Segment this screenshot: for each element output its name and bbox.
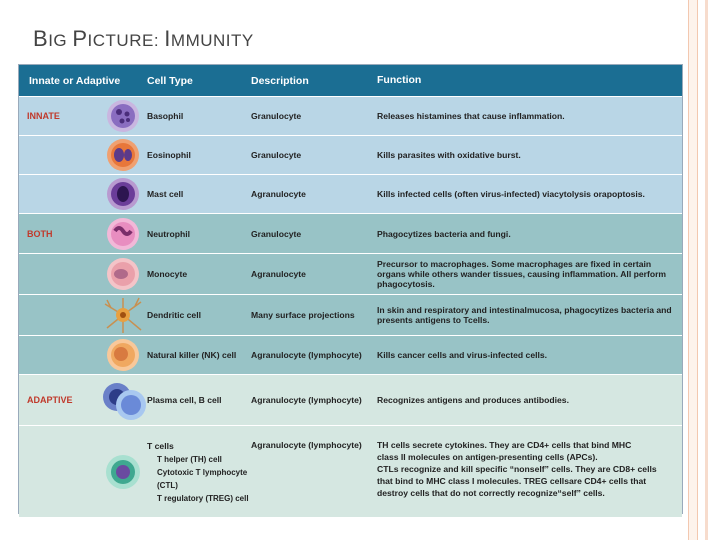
category-label — [19, 295, 99, 335]
cell-function: Kills parasites with oxidative burst. — [377, 150, 521, 160]
cell-function: Phagocytizes bacteria and fungi. — [377, 228, 511, 239]
cell-description: Agranulocyte — [251, 269, 306, 279]
header-innate-adaptive: Innate or Adaptive — [29, 74, 121, 87]
cell-description: Granulocyte — [251, 111, 302, 121]
header-cell-type: Cell Type — [147, 74, 193, 87]
cell-description: Granulocyte — [251, 150, 302, 160]
function-line: class II molecules on antigen-presenting cells (APCs). — [377, 452, 598, 462]
header-description: Description — [251, 74, 309, 87]
t-cell-subtype: Cytotoxic T lymphocyte (CTL) — [157, 468, 248, 490]
title-part: ICTURE: — [87, 31, 165, 50]
cell-type: Dendritic cell — [147, 310, 201, 320]
title-char: P — [72, 26, 88, 51]
cell-function: Recognizes antigens and produces antibodies. — [377, 395, 569, 405]
category-label — [19, 254, 99, 294]
monocyte-icon — [99, 254, 147, 294]
table-row — [19, 174, 682, 213]
category-label — [19, 175, 99, 213]
table-row — [19, 374, 682, 425]
t-cell-icon — [99, 426, 147, 517]
table-row — [19, 213, 682, 253]
title-part: MMUNITY — [170, 31, 254, 50]
mast-cell-icon — [99, 175, 147, 213]
table-row — [19, 335, 682, 374]
cell-function: In skin and respiratory and intestinalmucosa, phagocytizes bacteria and presents antigens to Tcells. — [377, 305, 672, 325]
cell-type: T cells — [147, 441, 174, 451]
t-cell-types — [147, 426, 251, 517]
cell-type: Monocyte — [147, 269, 188, 279]
dendritic-cell-icon — [99, 295, 147, 335]
table-header — [19, 65, 682, 96]
immunity-table — [18, 64, 683, 514]
table-row — [19, 135, 682, 174]
table-row — [19, 96, 682, 135]
basophil-icon — [99, 97, 147, 135]
decorative-stripe-thin — [705, 0, 708, 540]
title-part: IG — [48, 31, 73, 50]
t-cell-subtype: T helper (TH) cell — [157, 455, 222, 464]
cell-function: Releases histamines that cause inflammation. — [377, 111, 565, 121]
cell-type: Basophil — [147, 111, 184, 121]
cell-description: Agranulocyte (lymphocyte) — [251, 440, 362, 450]
eosinophil-icon — [99, 136, 147, 174]
category-label — [19, 336, 99, 374]
plasma-cell-icon — [99, 375, 147, 425]
cell-type: Eosinophil — [147, 150, 191, 160]
table-row — [19, 253, 682, 294]
header-function: Function — [377, 74, 422, 86]
cell-function: Precursor to macrophages. Some macrophages are fixed in certain organs while others wander tissues, causing inflammation. All perform phagocytosis. — [377, 259, 667, 289]
table-row — [19, 425, 682, 517]
cell-description: Granulocyte — [251, 228, 302, 239]
cell-description: Agranulocyte (lymphocyte) — [251, 395, 362, 405]
cell-function: Kills cancer cells and virus-infected cells. — [377, 350, 548, 360]
page-title — [33, 26, 254, 52]
cell-description: Agranulocyte (lymphocyte) — [251, 350, 362, 360]
category-label — [19, 426, 99, 517]
function-line: destroy cells that do not correctly recognize“self” cells. — [377, 488, 605, 498]
title-char: I — [164, 26, 171, 51]
cell-function — [377, 426, 682, 517]
function-line: CTLs recognize and kill specific “nonself” cells. They are CD8+ cells — [377, 464, 657, 474]
function-line: that bind to MHC class I molecules. TREG cellsare CD4+ cells that — [377, 476, 647, 486]
cell-type: Mast cell — [147, 189, 184, 199]
cell-type: Plasma cell, B cell — [147, 395, 222, 405]
cell-type: Neutrophil — [147, 228, 190, 239]
decorative-stripe — [688, 0, 698, 540]
title-char: B — [33, 26, 49, 51]
category-label: ADAPTIVE — [27, 395, 73, 405]
cell-function: Kills infected cells (often virus-infected) viacytolysis orapoptosis. — [377, 189, 645, 199]
t-cell-subtype: T regulatory (TREG) cell — [157, 494, 249, 503]
category-label: INNATE — [27, 111, 60, 121]
nk-cell-icon — [99, 336, 147, 374]
cell-type: Natural killer (NK) cell — [147, 350, 237, 360]
function-line: TH cells secrete cytokines. They are CD4+ cells that bind MHC — [377, 440, 632, 450]
table-row — [19, 294, 682, 335]
cell-description: Many surface projections — [251, 310, 355, 320]
cell-description: Agranulocyte — [251, 189, 306, 199]
neutrophil-icon — [99, 214, 147, 253]
category-label — [19, 136, 99, 174]
category-label: BOTH — [27, 228, 53, 239]
